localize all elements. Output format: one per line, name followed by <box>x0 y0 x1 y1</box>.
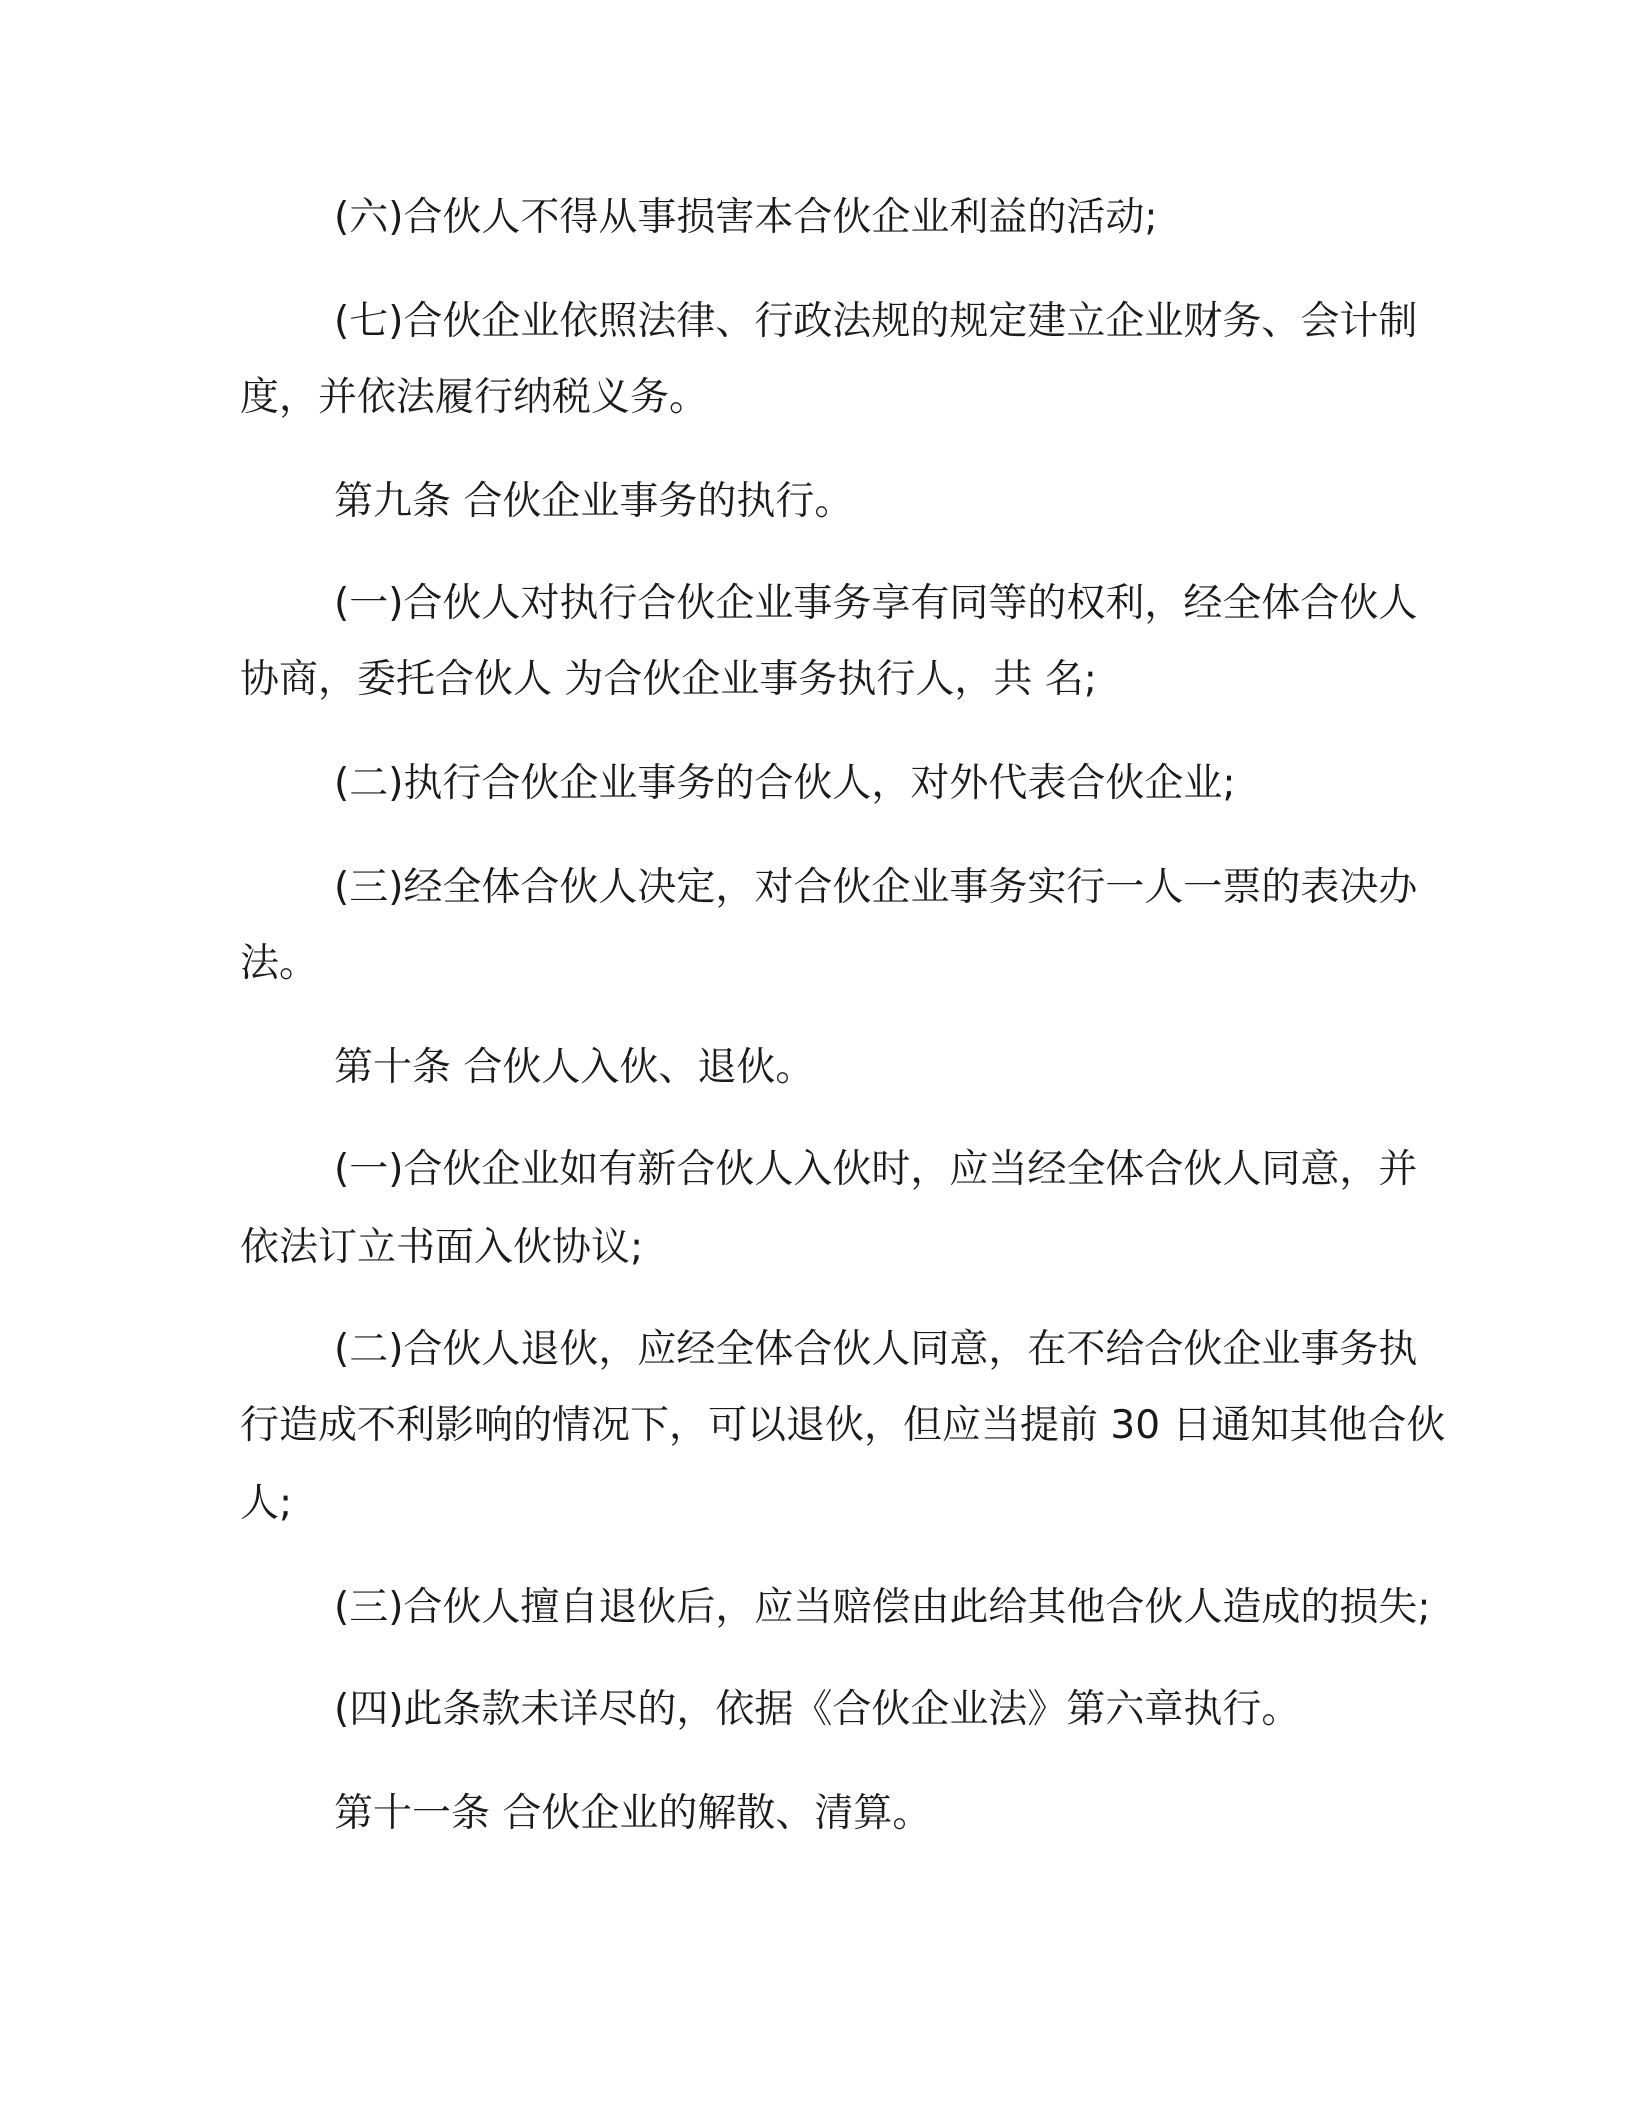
article-9-item-1-line-1: (一)合伙人对执行合伙企业事务享有同等的权利，经全体合伙人 <box>334 581 1418 626</box>
article-9-heading: 第九条 合伙企业事务的执行。 <box>334 479 854 524</box>
article-10-item-3-line: (三)合伙人擅自退伙后，应当赔偿由此给其他合伙人造成的损失; <box>334 1585 1431 1630</box>
clause-6-line: (六)合伙人不得从事损害本合伙企业利益的活动; <box>334 195 1158 240</box>
article-10-heading: 第十条 合伙人入伙、退伙。 <box>334 1045 815 1090</box>
article-10-item-1-line-1: (一)合伙企业如有新合伙人入伙时，应当经全体合伙人同意，并 <box>334 1147 1418 1192</box>
clause-7-line-1: (七)合伙企业依照法律、行政法规的规定建立企业财务、会计制 <box>334 299 1418 344</box>
article-10-item-2-line-3: 人; <box>240 1481 293 1526</box>
article-9-item-1-line-2: 协商，委托合伙人 为合伙企业事务执行人，共 名; <box>240 657 1097 702</box>
article-10-item-4-line: (四)此条款未详尽的，依据《合伙企业法》第六章执行。 <box>334 1687 1301 1732</box>
article-11-heading: 第十一条 合伙企业的解散、清算。 <box>334 1791 932 1836</box>
article-10-item-1-line-2: 依法订立书面入伙协议; <box>240 1225 644 1270</box>
article-10-item-2-line-1: (二)合伙人退伙，应经全体合伙人同意，在不给合伙企业事务执 <box>334 1327 1418 1372</box>
article-9-item-3-line-1: (三)经全体合伙人决定，对合伙企业事务实行一人一票的表决办 <box>334 865 1418 910</box>
article-9-item-2-line: (二)执行合伙企业事务的合伙人，对外代表合伙企业; <box>334 761 1236 806</box>
article-9-item-3-line-2: 法。 <box>240 941 319 986</box>
clause-7-line-2: 度，并依法履行纳税义务。 <box>240 375 709 420</box>
article-10-item-2-line-2: 行造成不利影响的情况下，可以退伙，但应当提前 30 日通知其他合伙 <box>240 1403 1446 1448</box>
